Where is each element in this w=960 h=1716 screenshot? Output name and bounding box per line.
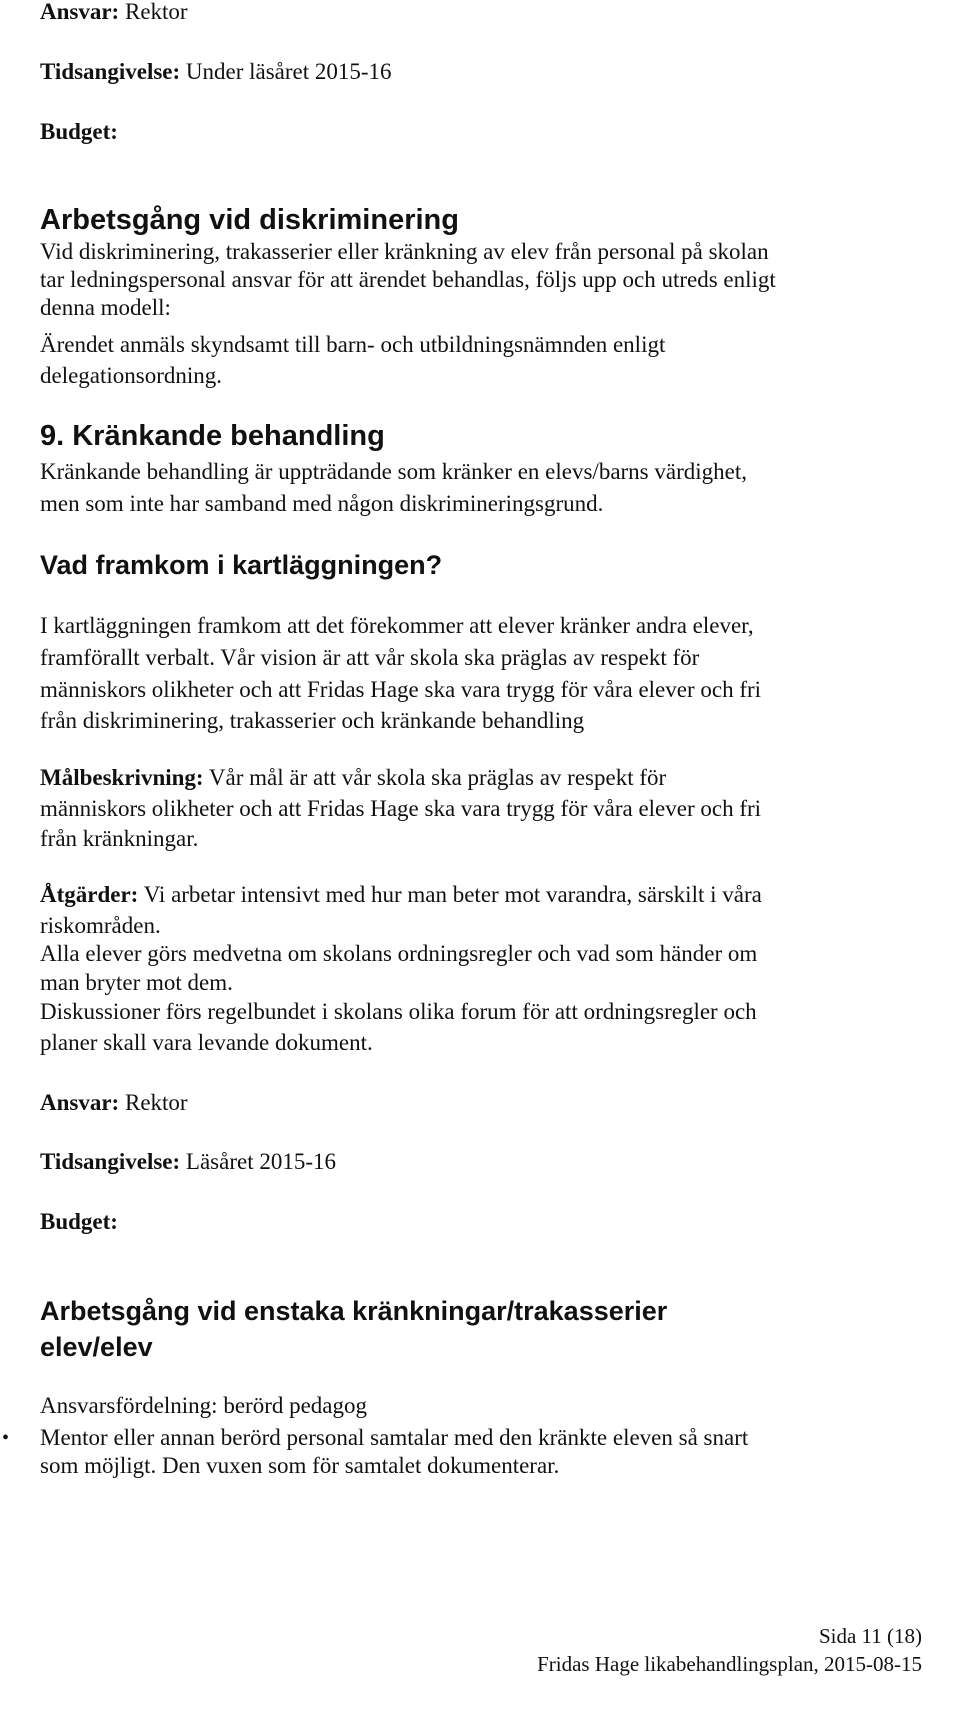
paragraph-line: människors olikheter och att Fridas Hage ska vara trygg för våra elever och fri <box>40 677 762 702</box>
ansvar-label: Ansvar: <box>40 0 120 24</box>
paragraph-line: Vid diskriminering, trakasserier eller kränkning av elev från personal på skolan <box>40 239 769 264</box>
malbeskrivning-line <box>40 764 666 792</box>
ansvar-label-2: Ansvar: <box>40 1090 120 1115</box>
paragraph-line: Kränkande behandling är uppträdande som kränker en elevs/barns värdighet, <box>40 459 747 484</box>
atgarder-line <box>40 881 762 909</box>
section-heading-enstaka: Arbetsgång vid enstaka kränkningar/trakasserier <box>40 1296 668 1326</box>
ansvar-field <box>40 0 188 26</box>
tidsangivelse-field <box>40 58 392 86</box>
malbeskrivning-label: Målbeskrivning: <box>40 765 204 790</box>
paragraph-line: Diskussioner förs regelbundet i skolans olika forum för att ordningsregler och <box>40 999 757 1024</box>
tidsangivelse-label: Tidsangivelse: <box>40 59 181 84</box>
paragraph-line: Alla elever görs medvetna om skolans ordningsregler och vad som händer om <box>40 941 758 966</box>
paragraph-line: delegationsordning. <box>40 363 223 388</box>
tidsangivelse-value-2: Läsåret 2015-16 <box>185 1149 336 1174</box>
ansvar-value: Rektor <box>124 0 188 24</box>
paragraph-line: I kartläggningen framkom att det förekommer att elever kränker andra elever, <box>40 613 754 638</box>
paragraph-line: riskområden. <box>40 913 161 938</box>
paragraph-line: människors olikheter och att Fridas Hage ska vara trygg för våra elever och fri <box>40 796 762 821</box>
bullet-item-line: Mentor eller annan berörd personal samtalar med den kränkte eleven så snart <box>40 1425 749 1450</box>
tidsangivelse-value: Under läsåret 2015-16 <box>185 59 392 84</box>
ansvarsfordelning-text: Ansvarsfördelning: berörd pedagog <box>40 1393 368 1418</box>
bullet-icon: • <box>2 1427 10 1449</box>
paragraph-line: Ärendet anmäls skyndsamt till barn- och utbildningsnämnden enligt <box>40 332 666 357</box>
budget-label-2: Budget: <box>40 1209 118 1234</box>
section-heading-krankande: 9. Kränkande behandling <box>40 420 385 452</box>
malbeskrivning-text: Vår mål är att vår skola ska präglas av respekt för <box>203 765 667 790</box>
section-heading-enstaka-line2: elev/elev <box>40 1332 153 1362</box>
budget-label: Budget: <box>40 119 118 144</box>
tidsangivelse-label-2: Tidsangivelse: <box>40 1149 181 1174</box>
budget-field <box>40 118 118 146</box>
document-footer-title: Fridas Hage likabehandlingsplan, 2015-08-15 <box>537 1652 922 1676</box>
tidsangivelse-field-2 <box>40 1148 336 1176</box>
paragraph-line: från kränkningar. <box>40 826 199 851</box>
paragraph-line: denna modell: <box>40 295 171 320</box>
paragraph-line: planer skall vara levande dokument. <box>40 1030 373 1055</box>
bullet-item-line: som möjligt. Den vuxen som för samtalet dokumenterar. <box>40 1453 560 1478</box>
paragraph-line: tar ledningspersonal ansvar för att ärendet behandlas, följs upp och utreds enligt <box>40 267 776 292</box>
subheading-kartlaggning: Vad framkom i kartläggningen? <box>40 550 443 580</box>
ansvar-field-2 <box>40 1089 188 1117</box>
atgarder-label: Åtgärder: <box>40 882 139 907</box>
paragraph-line: framförallt verbalt. Vår vision är att vår skola ska präglas av respekt för <box>40 645 700 670</box>
page-number: Sida 11 (18) <box>818 1624 922 1648</box>
budget-field-2 <box>40 1208 118 1236</box>
ansvar-value-2: Rektor <box>124 1090 188 1115</box>
section-heading-diskriminering: Arbetsgång vid diskriminering <box>40 204 459 236</box>
paragraph-line: men som inte har samband med någon diskrimineringsgrund. <box>40 491 604 516</box>
paragraph-line: från diskriminering, trakasserier och kränkande behandling <box>40 708 585 733</box>
atgarder-text: Vi arbetar intensivt med hur man beter mot varandra, särskilt i våra <box>138 882 762 907</box>
paragraph-line: man bryter mot dem. <box>40 970 233 995</box>
